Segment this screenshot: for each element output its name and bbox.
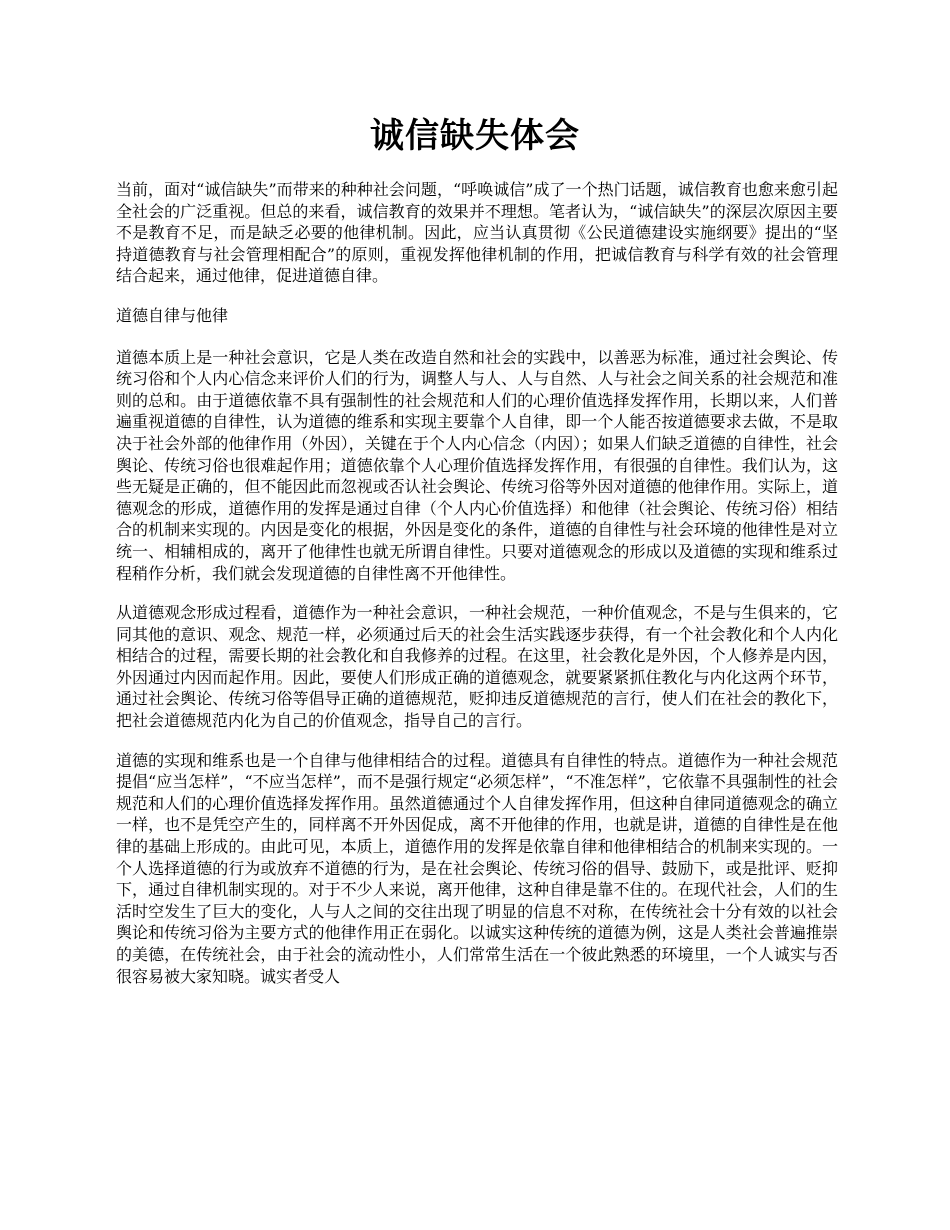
paragraph-intro: 当前，面对“诚信缺失”而带来的种种社会问题，“呼唤诚信”成了一个热门话题，诚信教育也愈来愈引起全社会的广泛重视。但总的来看，诚信教育的效果并不理想。笔者认为，“诚信缺失”的深层次原因主要不是教育不足，而是缺乏必要的他律机制。因此，应当认真贯彻《公民道德建设实施纲要》提出的“坚持道德教育与社会管理相配合”的原则，重视发挥他律机制的作用，把诚信教育与科学有效的社会管理结合起来，通过他律，促进道德自律。 [116,180,838,286]
document-title: 诚信缺失体会 [370,116,580,156]
paragraph-nature-of-morality: 道德本质上是一种社会意识，它是人类在改造自然和社会的实践中，以善恶为标准，通过社会舆论、传统习俗和个人内心信念来评价人们的行为，调整人与人、人与自然、人与社会之间关系的社会规范和准则的总和。由于道德依靠不具有强制性的社会规范和人们的心理价值选择发挥作用，长期以来，人们普遍重视道德的自律性，认为道德的维系和实现主要靠个人自律，即一个人能否按道德要求去做，不是取决于社会外部的他律作用（外因），关键在于个人内心信念（内因）；如果人们缺乏道德的自律性，社会舆论、传统习俗也很难起作用；道德依靠个人心理价值选择发挥作用，有很强的自律性。我们认为，这些无疑是正确的，但不能因此而忽视或否认社会舆论、传统习俗等外因对道德的他律作用。实际上，道德观念的形成，道德作用的发挥是通过自律（个人内心价值选择）和他律（社会舆论、传统习俗）相结合的机制来实现的。内因是变化的根据，外因是变化的条件，道德的自律性与社会环境的他律性是对立统一、相辅相成的，离开了他律性也就无所谓自律性。只要对道德观念的形成以及道德的实现和维系过程稍作分析，我们就会发现道德的自律性离不开他律性。 [116,347,838,583]
paragraph-realization-process: 道德的实现和维系也是一个自律与他律相结合的过程。道德具有自律性的特点。道德作为一种社会规范提倡“应当怎样”，“不应当怎样”，而不是强行规定“必须怎样”，“不准怎样”，它依靠不具强制性的社会规范和人们的心理价值选择发挥作用。虽然道德通过个人自律发挥作用，但这种自律同道德观念的确立一样，也不是凭空产生的，同样离不开外因促成，离不开他律的作用，也就是讲，道德的自律性是在他律的基础上形成的。由此可见，本质上，道德作用的发挥是依靠自律和他律相结合的机制来实现的。一个人选择道德的行为或放弃不道德的行为，是在社会舆论、传统习俗的倡导、鼓励下，或是批评、贬抑下，通过自律机制实现的。对于不少人来说，离开他律，这种自律是靠不住的。在现代社会，人们的生活时空发生了巨大的变化，人与人之间的交往出现了明显的信息不对称，在传统社会十分有效的以社会舆论和传统习俗为主要方式的他律作用正在弱化。以诚实这种传统的道德为例，这是人类社会普遍推崇的美德，在传统社会，由于社会的流动性小，人们常常生活在一个彼此熟悉的环境里，一个人诚实与否很容易被大家知晓。诚实者受人 [116,750,838,986]
document-body [116,179,838,1005]
paragraph-formation-process: 从道德观念形成过程看，道德作为一种社会意识，一种社会规范，一种价值观念，不是与生俱来的，它同其他的意识、观念、规范一样，必须通过后天的社会生活实践逐步获得，有一个社会教化和个人内化相结合的过程，需要长期的社会教化和自我修养的过程。在这里，社会教化是外因，个人修养是内因，外因通过内因而起作用。因此，要使人们形成正确的道德观念，就要紧紧抓住教化与内化这两个环节，通过社会舆论、传统习俗等倡导正确的道德规范，贬抑违反道德规范的言行，使人们在社会的教化下，把社会道德规范内化为自己的价值观念，指导自己的言行。 [116,603,838,731]
section-heading: 道德自律与他律 [116,305,229,325]
